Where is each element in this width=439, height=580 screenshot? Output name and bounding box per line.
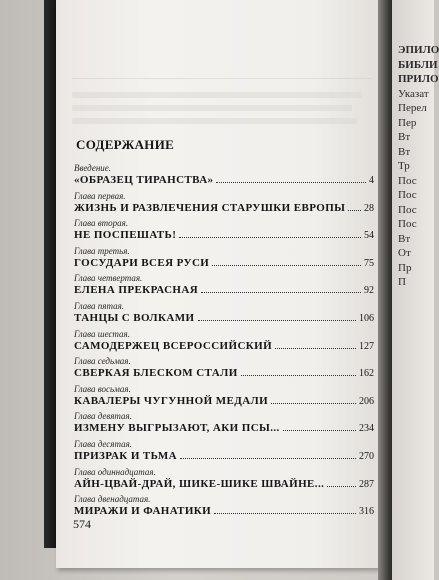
- toc-line: [74, 395, 374, 408]
- toc-line: [74, 312, 374, 325]
- right-page-text: ПРИЛО: [398, 73, 439, 85]
- toc-entry: [74, 411, 374, 435]
- chapter-title: ГОСУДАРИ ВСЕЯ РУСИ: [74, 256, 210, 269]
- dot-leader: [214, 513, 356, 514]
- chapter-page-number: 316: [359, 506, 374, 518]
- chapter-title: ТАНЦЫ С ВОЛКАМИ: [74, 312, 195, 324]
- right-page-text: Тр: [398, 160, 410, 172]
- toc-line: [74, 257, 374, 270]
- chapter-page-number: 287: [359, 478, 374, 490]
- toc-entry: [74, 329, 374, 353]
- chapter-page-number: 234: [359, 423, 374, 435]
- right-page-text: Перел: [398, 102, 427, 114]
- chapter-label: Глава пятая.: [74, 301, 124, 311]
- chapter-title: НЕ ПОСПЕШАТЬ!: [74, 229, 177, 242]
- chapter-title: ПРИЗРАК И ТЬМА: [74, 450, 178, 462]
- chapter-label: Глава вторая.: [74, 218, 129, 229]
- dot-leader: [327, 486, 356, 487]
- chapter-page-number: 270: [359, 451, 374, 462]
- chapter-label: Глава третья.: [74, 245, 130, 256]
- dot-leader: [201, 292, 361, 293]
- toc-line: [74, 478, 374, 491]
- toc-entry: [74, 273, 374, 297]
- chapter-title: АЙН-ЦВАЙ-ДРАЙ, ШИКЕ-ШИКЕ ШВАЙНЕ...: [74, 477, 325, 490]
- chapter-label: Глава восьмая.: [74, 383, 131, 394]
- dot-leader: [180, 458, 356, 459]
- chapter-label: Глава десятая.: [74, 439, 133, 449]
- toc-entry: [74, 356, 374, 380]
- toc-line: [74, 202, 374, 215]
- dot-leader: [271, 403, 356, 404]
- right-page-text: Указат: [398, 87, 429, 100]
- toc-title: СОДЕРЖАНИЕ: [76, 137, 175, 152]
- chapter-label: Введение.: [74, 163, 112, 173]
- chapter-page-number: 28: [364, 202, 374, 214]
- right-page-text: От: [398, 247, 411, 259]
- right-page-text: Пос: [398, 203, 417, 216]
- right-page-text: Вт: [398, 131, 411, 143]
- bleed-through-text: [72, 118, 357, 124]
- toc-entry: [74, 218, 374, 242]
- chapter-title: ЖИЗНЬ И РАЗВЛЕЧЕНИЯ СТАРУШКИ ЕВРОПЫ: [74, 201, 346, 214]
- chapter-page-number: 127: [359, 340, 374, 352]
- toc-line: [74, 422, 374, 435]
- toc-line: [74, 367, 374, 380]
- bleed-through-header: [72, 68, 372, 79]
- toc-entry: [74, 191, 374, 215]
- chapter-label: Глава шестая.: [74, 328, 130, 339]
- toc-line: [74, 340, 374, 353]
- right-page-text: БИБЛИ: [398, 58, 438, 71]
- right-page-text: Пос: [398, 189, 417, 201]
- chapter-page-number: 92: [364, 285, 374, 297]
- bleed-through-text: [72, 105, 352, 111]
- toc-entry: [74, 494, 374, 518]
- right-page-text: Вт: [398, 232, 411, 245]
- dot-leader: [283, 430, 356, 431]
- right-page-text: ЭПИЛО: [398, 44, 439, 56]
- right-page-text: Пос: [398, 174, 417, 187]
- chapter-title: СВЕРКАЯ БЛЕСКОМ СТАЛИ: [74, 367, 238, 380]
- right-page-text: Пер: [398, 116, 417, 129]
- dot-leader: [216, 182, 366, 183]
- chapter-title: ЕЛЕНА ПРЕКРАСНАЯ: [74, 284, 199, 297]
- chapter-title: МИРАЖИ И ФАНАТИКИ: [74, 505, 212, 518]
- chapter-label: Глава первая.: [74, 190, 126, 201]
- toc-line: [74, 505, 374, 518]
- toc-line: [74, 284, 374, 297]
- toc-entry: [74, 301, 374, 325]
- chapter-title: ИЗМЕНУ ВЫГРЫЗАЮТ, АКИ ПСЫ...: [74, 422, 280, 435]
- chapter-title: «ОБРАЗЕЦ ТИРАНСТВА»: [74, 174, 214, 186]
- toc-entry: [74, 163, 374, 187]
- toc-entry: [74, 439, 374, 463]
- right-page-text: Вт: [398, 145, 411, 158]
- book-cover-edge: [44, 0, 56, 548]
- chapter-title: САМОДЕРЖЕЦ ВСЕРОССИЙСКИЙ: [74, 339, 273, 352]
- chapter-label: Глава четвертая.: [74, 273, 143, 284]
- right-page-text: Пос: [398, 218, 417, 230]
- chapter-page-number: 4: [369, 175, 374, 186]
- chapter-page-number: 106: [359, 313, 374, 324]
- page-number: 574: [73, 517, 91, 531]
- toc-line: [74, 174, 374, 187]
- chapter-label: Глава девятая.: [74, 411, 132, 422]
- dot-leader: [348, 210, 361, 211]
- chapter-label: Глава седьмая.: [74, 356, 131, 367]
- right-page-text: П: [398, 276, 406, 288]
- chapter-label: Глава двенадцатая.: [74, 494, 151, 505]
- chapter-page-number: 54: [364, 230, 374, 242]
- toc-entry: [74, 467, 374, 491]
- toc-line: [74, 450, 374, 463]
- toc-entry: [74, 384, 374, 408]
- chapter-page-number: 206: [359, 395, 374, 407]
- right-page-text: Пр: [398, 261, 412, 274]
- dot-leader: [241, 375, 356, 376]
- toc-entry: [74, 246, 374, 270]
- chapter-title: КАВАЛЕРЫ ЧУГУННОЙ МЕДАЛИ: [74, 394, 269, 407]
- book-page-right: [392, 0, 439, 580]
- dot-leader: [198, 320, 357, 321]
- chapter-page-number: 75: [364, 257, 374, 269]
- bleed-through-text: [72, 92, 362, 98]
- toc-line: [74, 229, 374, 242]
- dot-leader: [212, 265, 361, 266]
- chapter-page-number: 162: [359, 368, 374, 380]
- dot-leader: [275, 348, 356, 349]
- dot-leader: [179, 237, 361, 238]
- chapter-label: Глава одиннадцатая.: [74, 466, 156, 477]
